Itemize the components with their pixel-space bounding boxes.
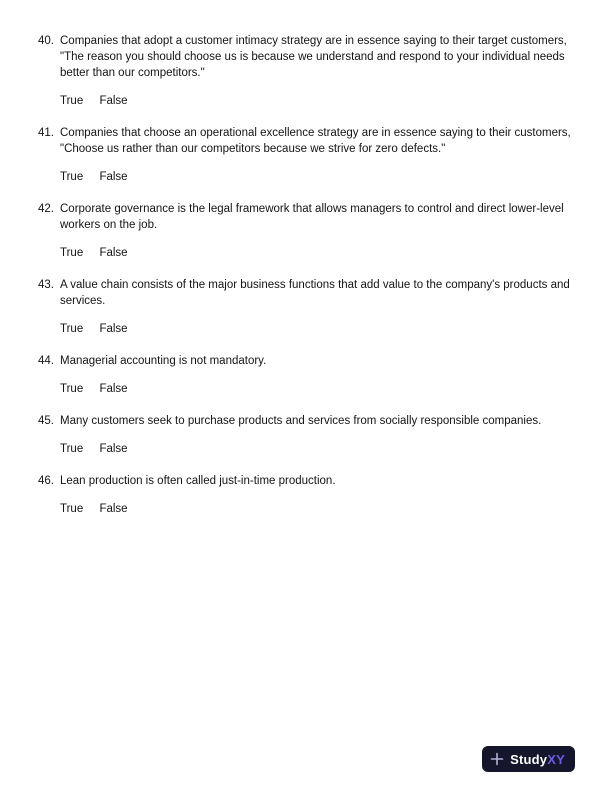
question-text: A value chain consists of the major business functions that add value to the company's products and services. [60, 279, 570, 307]
false-option: False [99, 171, 128, 183]
false-option: False [99, 95, 128, 107]
question-item [38, 413, 572, 457]
brand-accent: XY [547, 751, 565, 767]
true-option: True [60, 503, 84, 515]
false-option: False [99, 247, 128, 259]
answer-options [60, 169, 572, 185]
answer-options [60, 501, 572, 517]
question-text: Lean production is often called just-in-time production. [60, 475, 336, 487]
answer-options [60, 93, 572, 109]
true-option: True [60, 383, 84, 395]
question-row [38, 277, 572, 309]
page-footer [482, 746, 575, 772]
question-number: 40. [38, 35, 54, 47]
true-option: True [60, 443, 84, 455]
question-number: 45. [38, 415, 54, 427]
question-row [38, 473, 572, 489]
false-option: False [99, 443, 128, 455]
true-option: True [60, 171, 84, 183]
question-text: Companies that adopt a customer intimacy strategy are in essence saying to their target customers, "The reason you should choose us is because we understand and respond to your individual needs better than our competitors." [60, 35, 567, 79]
brand-main: Study [510, 751, 548, 767]
false-option: False [99, 323, 128, 335]
question-number: 42. [38, 203, 54, 215]
question-item [38, 125, 572, 185]
answer-options [60, 441, 572, 457]
question-row [38, 413, 572, 429]
question-item [38, 33, 572, 109]
question-text: Corporate governance is the legal framework that allows managers to control and direct lower-level workers on the job. [60, 203, 564, 231]
question-text: Companies that choose an operational excellence strategy are in essence saying to their customers, "Choose us rather than our competitors because we strive for zero defects." [60, 127, 571, 155]
question-row [38, 125, 572, 157]
true-option: True [60, 323, 84, 335]
question-item [38, 277, 572, 337]
answer-options [60, 245, 572, 261]
brand-text [510, 752, 565, 767]
false-option: False [99, 503, 128, 515]
question-text: Managerial accounting is not mandatory. [60, 355, 267, 367]
question-number: 44. [38, 355, 54, 367]
answer-options [60, 381, 572, 397]
question-item [38, 201, 572, 261]
question-item [38, 353, 572, 397]
question-number: 41. [38, 127, 54, 139]
question-text: Many customers seek to purchase products and services from socially responsible companies. [60, 415, 542, 427]
studyxy-logo [482, 746, 575, 772]
answer-options [60, 321, 572, 337]
plus-icon [490, 752, 504, 766]
question-number: 43. [38, 279, 54, 291]
question-number: 46. [38, 475, 54, 487]
true-option: True [60, 95, 84, 107]
false-option: False [99, 383, 128, 395]
question-item [38, 473, 572, 517]
question-row [38, 33, 572, 81]
question-row [38, 353, 572, 369]
question-row [38, 201, 572, 233]
true-option: True [60, 247, 84, 259]
